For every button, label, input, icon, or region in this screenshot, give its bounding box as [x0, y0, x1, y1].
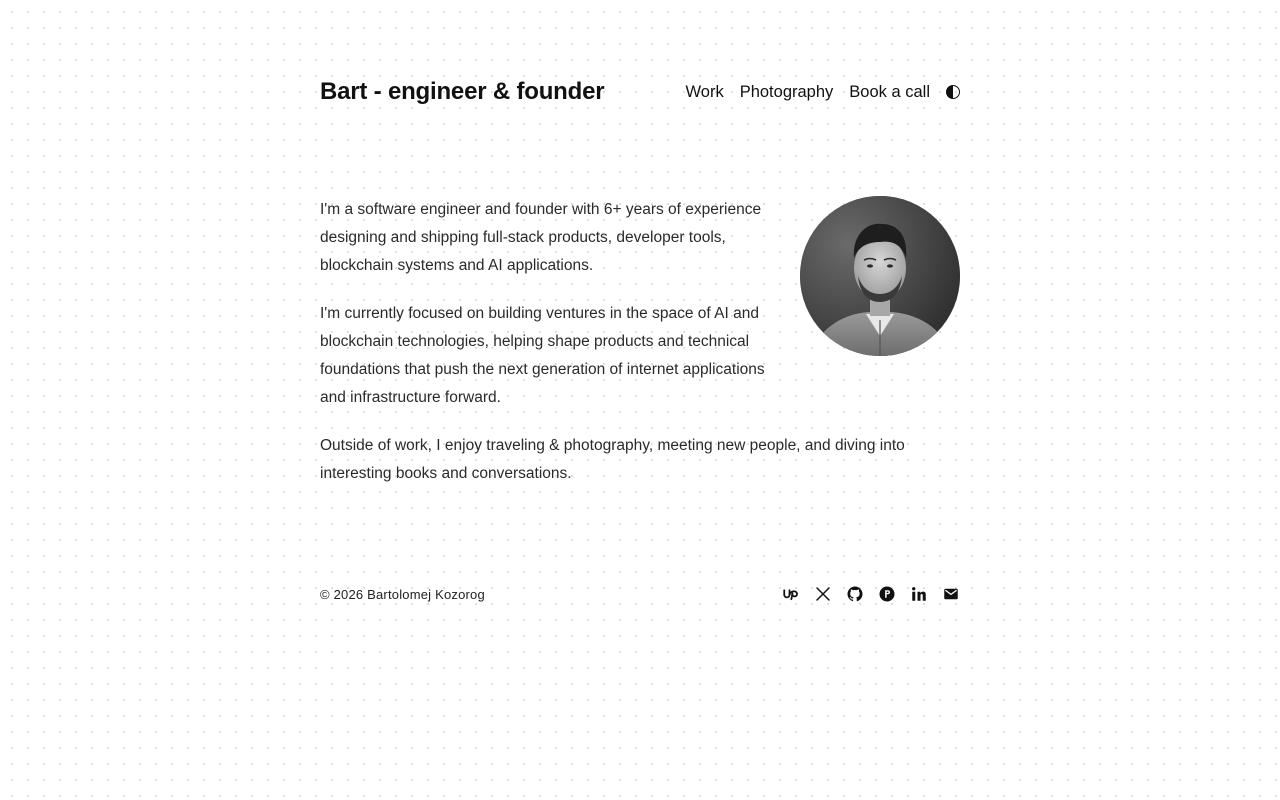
intro-paragraph-3: Outside of work, I enjoy traveling & photography, meeting new people, and diving into interesting books and conversations. — [320, 437, 905, 482]
nav-work-link[interactable]: Work — [685, 82, 724, 101]
avatar — [800, 196, 960, 356]
main-nav — [686, 83, 961, 102]
social-links — [782, 585, 960, 603]
intro-paragraph-1: I'm a software engineer and founder with 6+ years of experience designing and shipping full-stack products, developer tools, blockchain systems and AI applications. — [320, 201, 762, 274]
producthunt-icon[interactable] — [878, 585, 896, 603]
nav-book-a-call-link[interactable]: Book a call — [849, 82, 930, 101]
site-header — [320, 74, 960, 110]
copyright-text: © 2026 Bartolomej Kozorog — [320, 586, 485, 602]
upwork-icon[interactable] — [782, 585, 800, 603]
linkedin-icon[interactable] — [910, 585, 928, 603]
theme-toggle-icon[interactable] — [946, 85, 960, 99]
portrait-image — [800, 196, 960, 356]
x-twitter-icon[interactable] — [814, 585, 832, 603]
site-footer — [320, 582, 960, 606]
intro-paragraph-2: I'm currently focused on building ventures in the space of AI and blockchain technologies, helping shape products and technical foundations that push the next generation of internet applications and infrastructure forward. — [320, 305, 765, 406]
intro-section — [320, 196, 960, 508]
nav-photography-link[interactable]: Photography — [739, 82, 834, 101]
email-icon[interactable] — [942, 585, 960, 603]
github-icon[interactable] — [846, 585, 864, 603]
site-title[interactable]: Bart - engineer & founder — [320, 78, 605, 105]
